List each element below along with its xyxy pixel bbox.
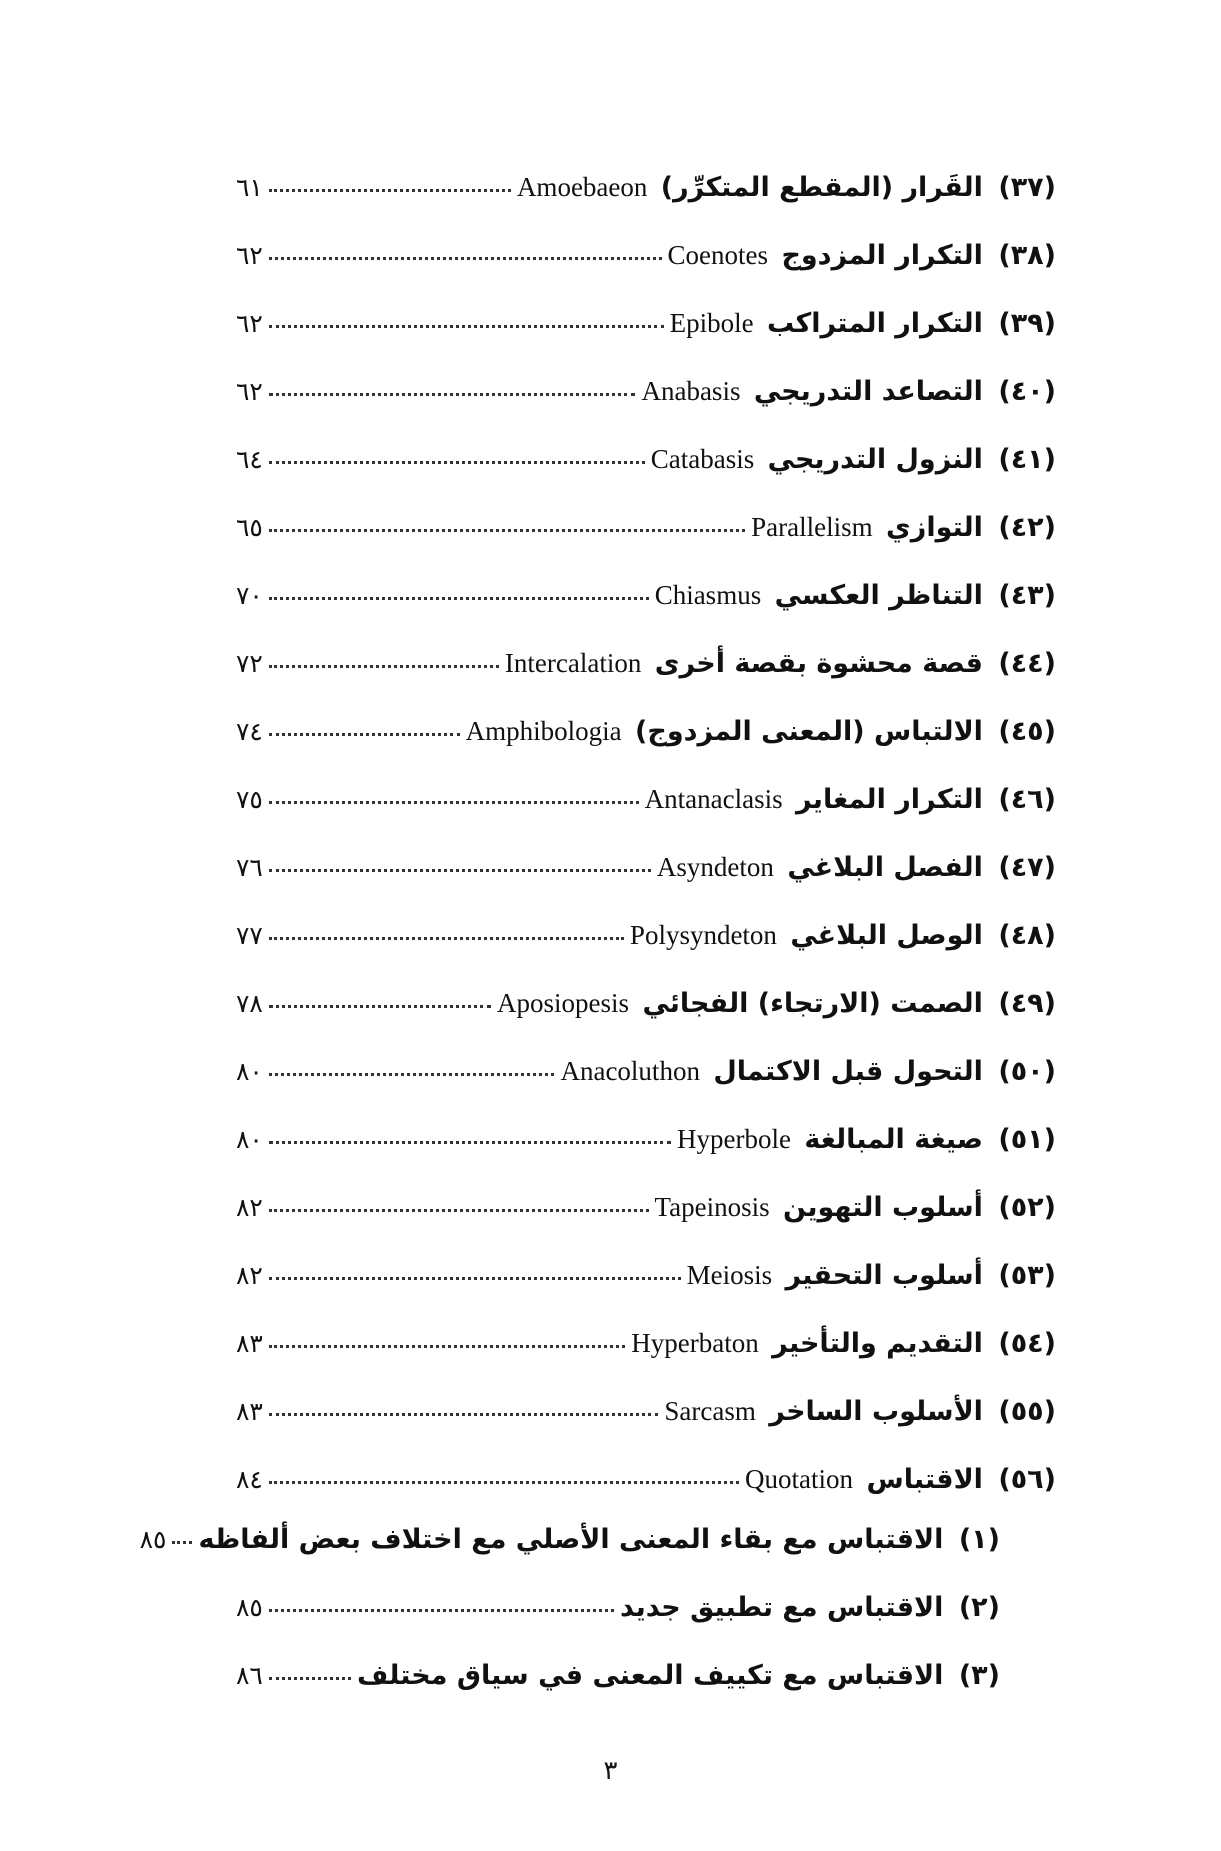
toc-entry bbox=[236, 240, 1056, 308]
entry-number: (٥٦) bbox=[998, 1464, 1056, 1495]
dot-leader bbox=[269, 1413, 659, 1416]
entry-number: (٥٥) bbox=[998, 1396, 1056, 1427]
entry-english-term: Epibole bbox=[669, 308, 754, 338]
toc-entry bbox=[236, 1260, 1056, 1328]
entry-english-term: Antanaclasis bbox=[644, 784, 783, 814]
entry-label bbox=[466, 716, 1056, 747]
toc-entry bbox=[236, 308, 1056, 376]
entry-label bbox=[745, 1464, 1056, 1495]
entry-number: (٣٨) bbox=[998, 240, 1056, 271]
entry-arabic-title: صيغة المبالغة bbox=[804, 1124, 983, 1155]
toc-entry bbox=[236, 920, 1056, 988]
entry-number: (٤٩) bbox=[998, 988, 1056, 1019]
entry-english-term: Sarcasm bbox=[664, 1396, 756, 1426]
entry-english-term: Asyndeton bbox=[656, 852, 774, 882]
dot-leader bbox=[269, 937, 624, 940]
entry-english-term: Quotation bbox=[745, 1464, 854, 1494]
entry-arabic-title: التكرار المزدوج bbox=[781, 240, 983, 271]
dot-leader bbox=[269, 1481, 739, 1484]
entry-number: (٤٧) bbox=[998, 852, 1056, 883]
dot-leader bbox=[269, 529, 745, 532]
entry-page-number: ٨٢ bbox=[236, 1263, 263, 1290]
table-of-contents bbox=[139, 172, 1056, 1728]
entry-page-number: ٦٥ bbox=[236, 515, 263, 542]
sub-entry-number: (٢) bbox=[958, 1592, 1000, 1623]
toc-entry bbox=[236, 1056, 1056, 1124]
dot-leader bbox=[269, 1073, 555, 1076]
entry-page-number: ٨٣ bbox=[236, 1331, 263, 1358]
sub-entry-page-number: ٨٥ bbox=[139, 1527, 167, 1554]
sub-entry-label bbox=[357, 1660, 1000, 1691]
entry-page-number: ٧٦ bbox=[236, 855, 263, 882]
dot-leader bbox=[269, 801, 639, 804]
entry-label bbox=[655, 580, 1056, 611]
toc-entry bbox=[236, 1396, 1056, 1464]
toc-entry bbox=[236, 716, 1056, 784]
toc-entry bbox=[236, 1328, 1056, 1396]
entry-label bbox=[655, 1192, 1056, 1223]
entry-page-number: ٦٢ bbox=[236, 243, 263, 270]
entry-number: (٤٠) bbox=[998, 376, 1056, 407]
entry-label bbox=[677, 1124, 1056, 1155]
entry-label bbox=[651, 444, 1056, 475]
entry-number: (٣٧) bbox=[998, 172, 1056, 203]
sub-entry-page-number: ٨٦ bbox=[236, 1663, 263, 1690]
sub-entry-number: (٣) bbox=[958, 1660, 1000, 1691]
entry-label bbox=[645, 784, 1056, 815]
dot-leader bbox=[269, 1277, 681, 1280]
entry-english-term: Coenotes bbox=[667, 240, 769, 270]
sub-entry-page-number: ٨٥ bbox=[236, 1595, 263, 1622]
dot-leader bbox=[172, 1541, 192, 1544]
entry-page-number: ٦٤ bbox=[236, 447, 263, 474]
entry-page-number: ٦١ bbox=[236, 175, 263, 202]
entry-number: (٤٨) bbox=[998, 920, 1056, 951]
toc-entry bbox=[236, 172, 1056, 240]
entry-english-term: Chiasmus bbox=[654, 580, 762, 610]
entry-english-term: Meiosis bbox=[686, 1260, 773, 1290]
entry-page-number: ٨٣ bbox=[236, 1399, 263, 1426]
dot-leader bbox=[269, 1209, 649, 1212]
entry-english-term: Parallelism bbox=[751, 512, 873, 542]
sub-entry-title: الاقتباس مع بقاء المعنى الأصلي مع اختلاف بعض ألفاظه bbox=[198, 1524, 944, 1555]
entry-label bbox=[668, 240, 1056, 271]
entry-arabic-title: التقديم والتأخير bbox=[772, 1328, 983, 1359]
entry-english-term: Tapeinosis bbox=[654, 1192, 770, 1222]
entry-page-number: ٧٤ bbox=[236, 719, 263, 746]
entry-page-number: ٧٢ bbox=[236, 651, 263, 678]
entry-label bbox=[664, 1396, 1056, 1427]
entry-arabic-title: التصاعد التدريجي bbox=[753, 376, 983, 407]
entry-english-term: Aposiopesis bbox=[497, 988, 630, 1018]
dot-leader bbox=[269, 461, 645, 464]
entry-arabic-title: التناظر العكسي bbox=[774, 580, 983, 611]
entry-number: (٤٦) bbox=[998, 784, 1056, 815]
entry-arabic-title: القَرار (المقطع المتكرِّر) bbox=[660, 172, 983, 203]
entry-label bbox=[560, 1056, 1056, 1087]
dot-leader bbox=[269, 325, 664, 328]
toc-entry bbox=[236, 1124, 1056, 1192]
dot-leader bbox=[269, 1005, 491, 1008]
entry-english-term: Anabasis bbox=[641, 376, 741, 406]
dot-leader bbox=[269, 1141, 671, 1144]
dot-leader bbox=[269, 257, 662, 260]
entry-label bbox=[630, 920, 1056, 951]
toc-entry bbox=[236, 444, 1056, 512]
entry-page-number: ٧٥ bbox=[236, 787, 263, 814]
entry-english-term: Anacoluthon bbox=[560, 1056, 700, 1086]
sub-entry-number: (١) bbox=[958, 1524, 1000, 1555]
entry-arabic-title: التحول قبل الاكتمال bbox=[713, 1056, 983, 1087]
entry-arabic-title: الالتباس (المعنى المزدوج) bbox=[635, 716, 983, 747]
toc-entry bbox=[236, 988, 1056, 1056]
dot-leader bbox=[269, 733, 460, 736]
entry-label bbox=[641, 376, 1056, 407]
dot-leader bbox=[269, 1345, 625, 1348]
entry-page-number: ٦٢ bbox=[236, 311, 263, 338]
entry-number: (٥٤) bbox=[998, 1328, 1056, 1359]
entry-english-term: Amoebaeon bbox=[516, 172, 648, 202]
entry-label bbox=[517, 172, 1056, 203]
entry-number: (٥١) bbox=[998, 1124, 1056, 1155]
dot-leader bbox=[269, 1677, 351, 1680]
entry-page-number: ٨٤ bbox=[236, 1467, 263, 1494]
entry-arabic-title: أسلوب التهوين bbox=[783, 1192, 983, 1223]
dot-leader bbox=[269, 189, 511, 192]
entry-page-number: ٨٢ bbox=[236, 1195, 263, 1222]
entry-arabic-title: التوازي bbox=[886, 512, 983, 543]
sub-entry-label bbox=[620, 1592, 1000, 1623]
entry-arabic-title: أسلوب التحقير bbox=[785, 1260, 983, 1291]
dot-leader bbox=[269, 393, 636, 396]
entry-english-term: Hyperbole bbox=[677, 1124, 791, 1154]
toc-entry bbox=[236, 648, 1056, 716]
page-number-footer: ٣ bbox=[603, 1756, 618, 1785]
entry-arabic-title: الوصل البلاغي bbox=[790, 920, 983, 951]
dot-leader bbox=[269, 1609, 614, 1612]
entry-label bbox=[631, 1328, 1056, 1359]
entry-label bbox=[687, 1260, 1056, 1291]
entry-number: (٥٢) bbox=[998, 1192, 1056, 1223]
entry-number: (٤٤) bbox=[998, 648, 1056, 679]
sub-entry-label bbox=[198, 1524, 1000, 1555]
entry-arabic-title: قصة محشوة بقصة أخرى bbox=[654, 648, 983, 679]
entry-label bbox=[505, 648, 1056, 679]
entry-number: (٤٢) bbox=[998, 512, 1056, 543]
entry-arabic-title: الصمت (الارتجاء) الفجائي bbox=[642, 988, 983, 1019]
toc-entry bbox=[236, 376, 1056, 444]
entry-page-number: ٧٠ bbox=[236, 583, 263, 610]
entry-number: (٥٣) bbox=[998, 1260, 1056, 1291]
entry-number: (٤٥) bbox=[998, 716, 1056, 747]
entry-arabic-title: الفصل البلاغي bbox=[787, 852, 983, 883]
entry-page-number: ٨٠ bbox=[236, 1059, 263, 1086]
entry-label bbox=[670, 308, 1056, 339]
entry-arabic-title: النزول التدريجي bbox=[767, 444, 983, 475]
entry-arabic-title: التكرار المتراكب bbox=[766, 308, 983, 339]
toc-entry bbox=[236, 512, 1056, 580]
entry-page-number: ٨٠ bbox=[236, 1127, 263, 1154]
entry-number: (٣٩) bbox=[998, 308, 1056, 339]
entry-page-number: ٧٧ bbox=[236, 923, 263, 950]
entry-arabic-title: الاقتباس bbox=[866, 1464, 983, 1495]
entry-english-term: Intercalation bbox=[504, 648, 642, 678]
entry-page-number: ٦٢ bbox=[236, 379, 263, 406]
dot-leader bbox=[269, 665, 499, 668]
entry-english-term: Catabasis bbox=[650, 444, 755, 474]
entry-arabic-title: التكرار المغاير bbox=[796, 784, 983, 815]
entry-label bbox=[751, 512, 1056, 543]
toc-sub-entry bbox=[139, 1524, 1056, 1592]
entry-label bbox=[657, 852, 1056, 883]
toc-entry bbox=[236, 1192, 1056, 1260]
toc-sub-entry bbox=[236, 1660, 1056, 1728]
toc-entry bbox=[236, 580, 1056, 648]
entry-number: (٤١) bbox=[998, 444, 1056, 475]
toc-entry bbox=[236, 852, 1056, 920]
entry-number: (٥٠) bbox=[998, 1056, 1056, 1087]
toc-entry bbox=[236, 1464, 1056, 1524]
entry-english-term: Polysyndeton bbox=[629, 920, 777, 950]
entry-label bbox=[497, 988, 1056, 1019]
dot-leader bbox=[269, 597, 649, 600]
toc-sub-entry bbox=[236, 1592, 1056, 1660]
toc-entry bbox=[236, 784, 1056, 852]
entry-english-term: Amphibologia bbox=[465, 716, 622, 746]
entry-page-number: ٧٨ bbox=[236, 991, 263, 1018]
sub-entry-title: الاقتباس مع تكييف المعنى في سياق مختلف bbox=[357, 1660, 944, 1691]
dot-leader bbox=[269, 869, 651, 872]
entry-number: (٤٣) bbox=[998, 580, 1056, 611]
entry-english-term: Hyperbaton bbox=[631, 1328, 759, 1358]
entry-arabic-title: الأسلوب الساخر bbox=[769, 1396, 983, 1427]
sub-entry-title: الاقتباس مع تطبيق جديد bbox=[619, 1592, 944, 1623]
